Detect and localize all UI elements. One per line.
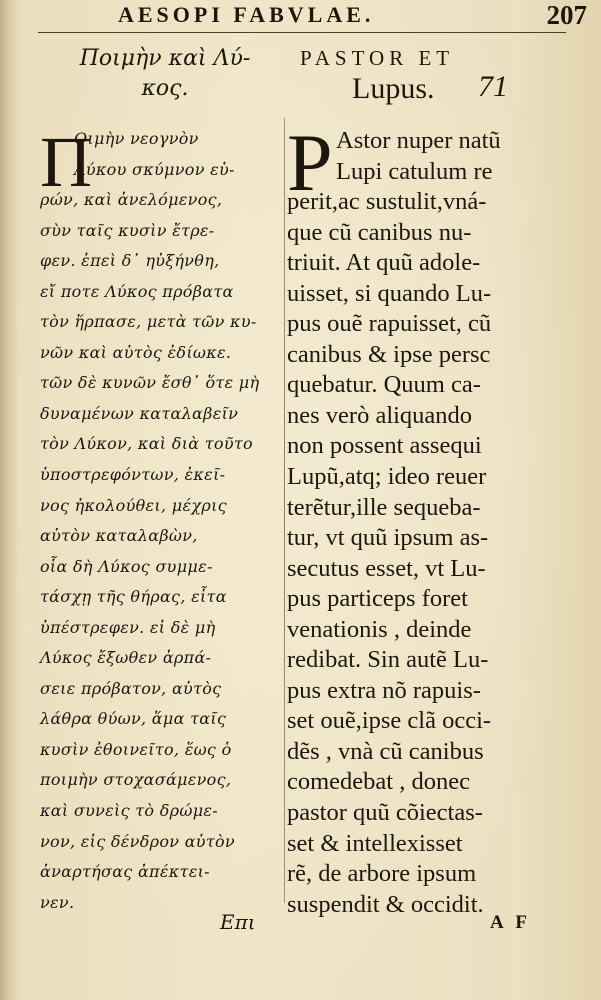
greek-title-line-2: κος. (141, 76, 189, 101)
latin-catchword: A F (490, 912, 532, 933)
greek-line: Λύκου σκύμνον εὑ- (74, 159, 235, 179)
greek-line: εἴ ποτε Λύκος πρόβατα (40, 281, 234, 301)
latin-line: uisset, si quando Lu- (287, 279, 492, 307)
latin-title-line-1: PASTOR ET (300, 46, 455, 70)
greek-line: τὸν ἥρπασε, μετὰ τῶν κυ- (40, 312, 257, 332)
greek-line: σειε πρόβατον, αὐτὸς (40, 678, 222, 698)
latin-line: canibus & ipse persc (287, 340, 491, 368)
latin-line: pus ouẽ rapuisset, cũ (287, 310, 492, 338)
greek-line: νεν. (40, 892, 75, 912)
greek-line: Λύκος ἔξωθεν ἁρπά- (40, 648, 212, 668)
latin-line: non possent assequi (287, 432, 482, 460)
greek-line: δυναμένων καταλαβεῖν (40, 403, 239, 423)
column-divider (284, 118, 285, 903)
greek-line: καὶ συνεὶς τὸ δρώμε- (40, 801, 218, 821)
latin-line: dẽs , vnà cũ canibus (287, 737, 484, 765)
greek-line: τάσχῃ τῆς θήρας, εἶτα (40, 587, 227, 607)
latin-line: perit,ac sustulit,vná- (287, 188, 487, 216)
latin-line: pastor quũ cõiectas- (287, 799, 483, 827)
latin-line: Lupi catulum re (336, 157, 493, 185)
latin-line: set & intellexisset (287, 829, 463, 857)
greek-line: οἷα δὴ Λύκος συμμε- (40, 556, 213, 576)
latin-line: Lupũ,atq; ideo reuer (287, 463, 487, 491)
greek-text-column (40, 124, 280, 918)
gutter-shadow (0, 0, 20, 1000)
header-rule (38, 32, 566, 33)
greek-catchword: Επι (220, 910, 256, 934)
latin-line: que cũ canibus nu- (287, 218, 472, 246)
greek-line: σὺν ταῖς κυσὶν ἔτρε- (40, 220, 215, 240)
greek-line: τῶν δὲ κυνῶν ἔσθ᾽ ὅτε μὴ (40, 373, 260, 393)
greek-line: ὑπέστρεφεν. εἰ δὲ μὴ (40, 617, 216, 637)
latin-line: pus extra nõ rapuis- (287, 676, 481, 704)
latin-line: triuit. At quũ adole- (287, 249, 481, 277)
latin-line: pus particeps foret (287, 585, 468, 613)
latin-line: nes verò aliquando (287, 401, 473, 429)
latin-line: terẽtur,ille sequeba- (287, 493, 481, 521)
greek-line: ποιμὴν στοχασάμενος, (40, 770, 232, 790)
latin-line: venationis , deinde (287, 615, 472, 643)
latin-text-column (287, 117, 587, 920)
latin-line: secutus esset, vt Lu- (287, 554, 486, 582)
greek-line: φεν. ἐπεὶ δ᾽ ηὐξήνθη, (40, 251, 220, 271)
latin-line: set ouẽ,ipse clã occi- (287, 707, 492, 735)
greek-line: αὐτὸν καταλαβὼν, (40, 526, 198, 546)
greek-line: ὑποστρεφόντων, ἐκεῖ- (40, 465, 226, 485)
running-head: AESOPI FABVLAE. (118, 2, 375, 27)
greek-line: Οιμὴν νεογνὸν (74, 129, 199, 148)
latin-title-line-2: Lupus. (352, 72, 435, 105)
latin-line: tur, vt quũ ipsum as- (287, 524, 489, 552)
fable-number: 71 (478, 70, 508, 103)
latin-fable-title (300, 44, 590, 106)
greek-fable-title (60, 44, 270, 104)
latin-line: quebatur. Quum ca- (287, 371, 481, 399)
greek-line: νος ἠκολούθει, μέχρις (40, 495, 227, 515)
latin-line: redibat. Sin autẽ Lu- (287, 646, 489, 674)
greek-line: ρών, καὶ ἀνελόμενος, (40, 190, 223, 210)
latin-line: suspendit & occidit. (287, 890, 484, 918)
greek-line: νον, εἰς δένδρον αὐτὸν (40, 831, 235, 851)
greek-line: κυσὶν ἐθοινεῖτο, ἕως ὁ (40, 739, 232, 759)
greek-line: τὸν Λύκον, καὶ διὰ τοῦτο (40, 434, 253, 454)
latin-line: comedebat , donec (287, 768, 470, 796)
greek-drop-capital: Π (40, 122, 92, 202)
latin-line: rẽ, de arbore ipsum (287, 860, 477, 888)
latin-line: Astor nuper natũ (336, 127, 501, 154)
page-number: 207 (546, 0, 587, 30)
greek-line: λάθρα θύων, ἅμα ταῖς (40, 709, 227, 729)
greek-title-line-1: Ποιμὴν καὶ Λύ- (79, 46, 251, 71)
greek-line: νῶν καὶ αὐτὸς ἐδίωκε. (40, 342, 232, 362)
latin-drop-capital: P (287, 117, 333, 208)
greek-line: ἀναρτήσας ἀπέκτει- (40, 862, 210, 882)
